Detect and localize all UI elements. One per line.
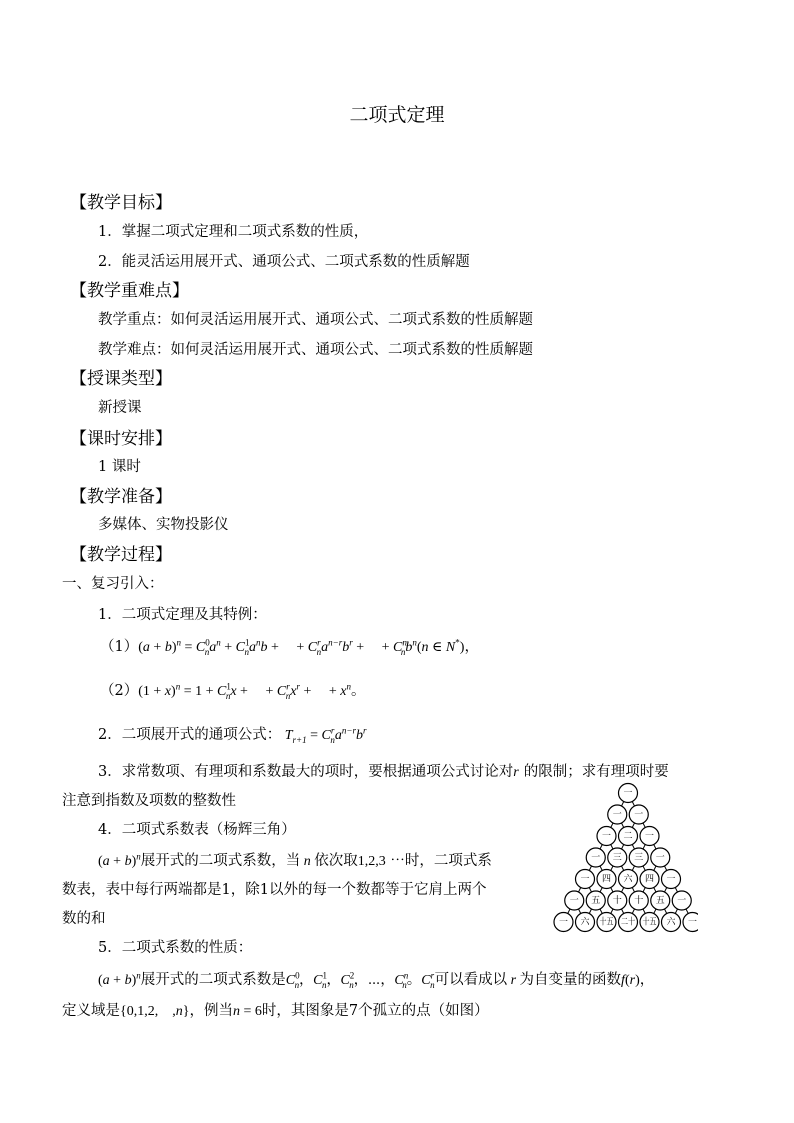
pascal-node-label: 一 [644,831,655,842]
pascal-node-label: 一 [558,917,569,928]
paragraph-binomial-theorem: 1．二项式定理及其特例： [98,607,267,623]
pascal-node [629,848,648,867]
pascal-node [608,891,627,910]
part-review-intro: 一、复习引入： [62,576,164,592]
pascal-node-label: 三 [634,853,644,863]
pascal-node [651,891,670,910]
equation-1: $(1)(a + b)^n = C^0_na^n + C^1_na^nb$ + + $C^r_na^{n-r}b^r$ + + $C^n_nb^n(n$ ∈ N*)， [100,637,479,657]
pascal-node [619,784,638,803]
heading-key-points: 【教学重难点】 [70,281,189,301]
goal-item-2: 2．能灵活运用展开式、通项公式、二项式系数的性质解题 [98,254,470,270]
pascal-node-label: 六 [623,874,633,885]
paragraph-5-text-e: ， [639,972,655,988]
pascal-node [629,891,648,910]
heading-teaching-process: 【教学过程】 [70,545,172,565]
pascal-node-label: 一 [687,917,698,928]
pascal-node-label: 一 [580,874,590,885]
pascal-node [619,870,638,889]
equation-1-label: （1） [100,639,139,655]
pascal-triangle [548,782,698,938]
paragraph-4-text-d: 数表，表中每行两端都是 [62,882,222,898]
pascal-node [619,913,638,932]
pascal-node-label: 一 [591,853,601,863]
pascal-node-label: 十五 [642,917,661,928]
pascal-node [640,827,659,846]
paragraph-5-text-a: 展开式的二项式系数是 [140,972,286,988]
pascal-node-label: 六 [666,917,676,928]
paragraph-4-text-c: 时，二项式系 [404,853,492,869]
paragraph-4-one-b: 1 [259,882,269,898]
pascal-node-label: 一 [677,896,687,906]
preparation-text: 多媒体、实物投影仪 [98,517,229,533]
heading-schedule: 【课时安排】 [70,429,172,449]
equation-1-tail: ， [464,639,479,655]
pascal-node-label: 一 [666,874,676,885]
pascal-node [597,827,616,846]
paragraph-4-values: 1,2,3 [357,854,386,869]
paragraph-4-one-a: 1 [221,882,231,898]
page-title: 二项式定理 [349,104,445,126]
paragraph-5-text-d: 为自变量的函数 [519,972,622,988]
general-term-label: 2．二项展开式的通项公式： [98,727,282,743]
paragraph-3-text-b: 的限制；求有理项时要 [523,764,669,780]
pascal-node-label: 一 [623,788,633,799]
paragraph-3-line-2: 注意到指数及项数的整数性 [62,793,236,809]
pascal-node [586,848,605,867]
pascal-node-label: 一 [601,831,612,842]
paragraph-3-text-a: 3．求常数项、有理项和系数最大的项时，要根据通项公式讨论对 [98,764,514,780]
pascal-node-label: 四 [601,874,612,885]
paragraph-5-text-h: 时，其图象是 [261,1003,349,1019]
pascal-node [576,870,595,889]
paragraph-4-line-3: 数的和 [62,911,106,927]
paragraph-4-text-f: 以外的每一个数都等于它肩上两个 [268,882,487,898]
paragraph-coefficient-properties: 5．二项式系数的性质： [98,940,253,956]
pascal-node-label: 一 [569,896,579,906]
pascal-node-label: 十五 [599,917,618,928]
heading-lesson-type: 【授课类型】 [70,369,172,389]
paragraph-5-text-f: 定义域是 [62,1003,120,1019]
pascal-node-label: 二 [623,831,633,842]
equation-2: $(2)(1 + x)^n = 1 + C^1_nx$ + + $C^r_nx^r$ + + $x^n$。 [100,681,366,701]
pascal-node [597,870,616,889]
equation-2-label: （2） [100,683,139,699]
pascal-node [597,913,616,932]
pascal-node [619,827,638,846]
key-point-item: 教学重点：如何灵活运用展开式、通项公式、二项式系数的性质解题 [98,312,533,328]
pascal-node [554,913,573,932]
difficult-point-item: 教学难点：如何灵活运用展开式、通项公式、二项式系数的性质解题 [98,342,533,358]
pascal-node [608,848,627,867]
paragraph-4-text-a: 展开式的二项式系数，当 [140,853,301,869]
pascal-node-label: 十 [612,896,622,906]
lesson-type-text: 新授课 [98,400,142,416]
pascal-node [672,891,691,910]
schedule-text: 1 课时 [98,459,141,475]
paragraph-5-text-b: 。 [406,972,422,988]
pascal-node [565,891,584,910]
paragraph-4-line-1: $(a + b)^n$展开式的二项式系数，当 n 依次取1,2,3 ⋯时，二项式系 [98,851,492,869]
paragraph-5-seven: 7 [348,1003,359,1019]
paragraph-4-text-b: 依次取 [314,853,358,869]
heading-preparation: 【教学准备】 [70,487,172,507]
paragraph-pascal-title: 4．二项式系数表（杨辉三角） [98,822,296,838]
paragraph-4-text-e: ，除 [230,882,260,898]
paragraph-3-line-1: 3．求常数项、有理项和系数最大的项时，要根据通项公式讨论对r 的限制；求有理项时要 [98,764,669,780]
equation-2-tail: 。 [350,683,366,699]
pascal-node-label: 六 [580,917,590,928]
paragraph-5-text-i: 个孤立的点（如图） [358,1003,489,1019]
pascal-node [662,913,681,932]
pascal-node [640,870,659,889]
pascal-node [662,870,681,889]
general-term-line: 2．二项展开式的通项公式： $T_{r+1} = C^r_na^{n-r}b^r$ [98,725,367,745]
pascal-node [651,848,670,867]
pascal-node-label: 一 [655,853,665,863]
heading-teaching-goals: 【教学目标】 [70,193,172,213]
paragraph-5-line-1: $(a + b)^n$展开式的二项式系数是$C^0_n$，$C^1_n$，$C^2_n$，⋯，$C^n_n$。$C^r_n$可以看成以 r 为自变量的函数f(r)， [98,970,655,990]
goal-item-1: 1．掌握二项式定理和二项式系数的性质， [98,224,369,240]
pascal-node-label: 二十 [621,917,640,928]
pascal-node [640,913,659,932]
pascal-node [586,891,605,910]
pascal-node-label: 五 [655,896,665,906]
paragraph-5-line-2: 定义域是{0,1,2, ,n}，例当n = 6时，其图象是7个孤立的点（如图） [62,1003,489,1019]
pascal-node-label: 四 [644,874,655,885]
pascal-node-label: 五 [591,896,601,906]
paragraph-4-line-2 [62,878,486,899]
pascal-node-label: 十 [634,896,644,906]
pascal-node [629,805,648,824]
pascal-node-label: 一 [634,810,644,820]
pascal-node-label: 三 [612,853,622,863]
pascal-node [683,913,698,932]
pascal-node [608,805,627,824]
paragraph-5-text-c: 可以看成以 [434,972,508,988]
paragraph-5-text-g: ，例当 [189,1003,233,1019]
pascal-node [576,913,595,932]
pascal-node-label: 一 [612,810,622,820]
